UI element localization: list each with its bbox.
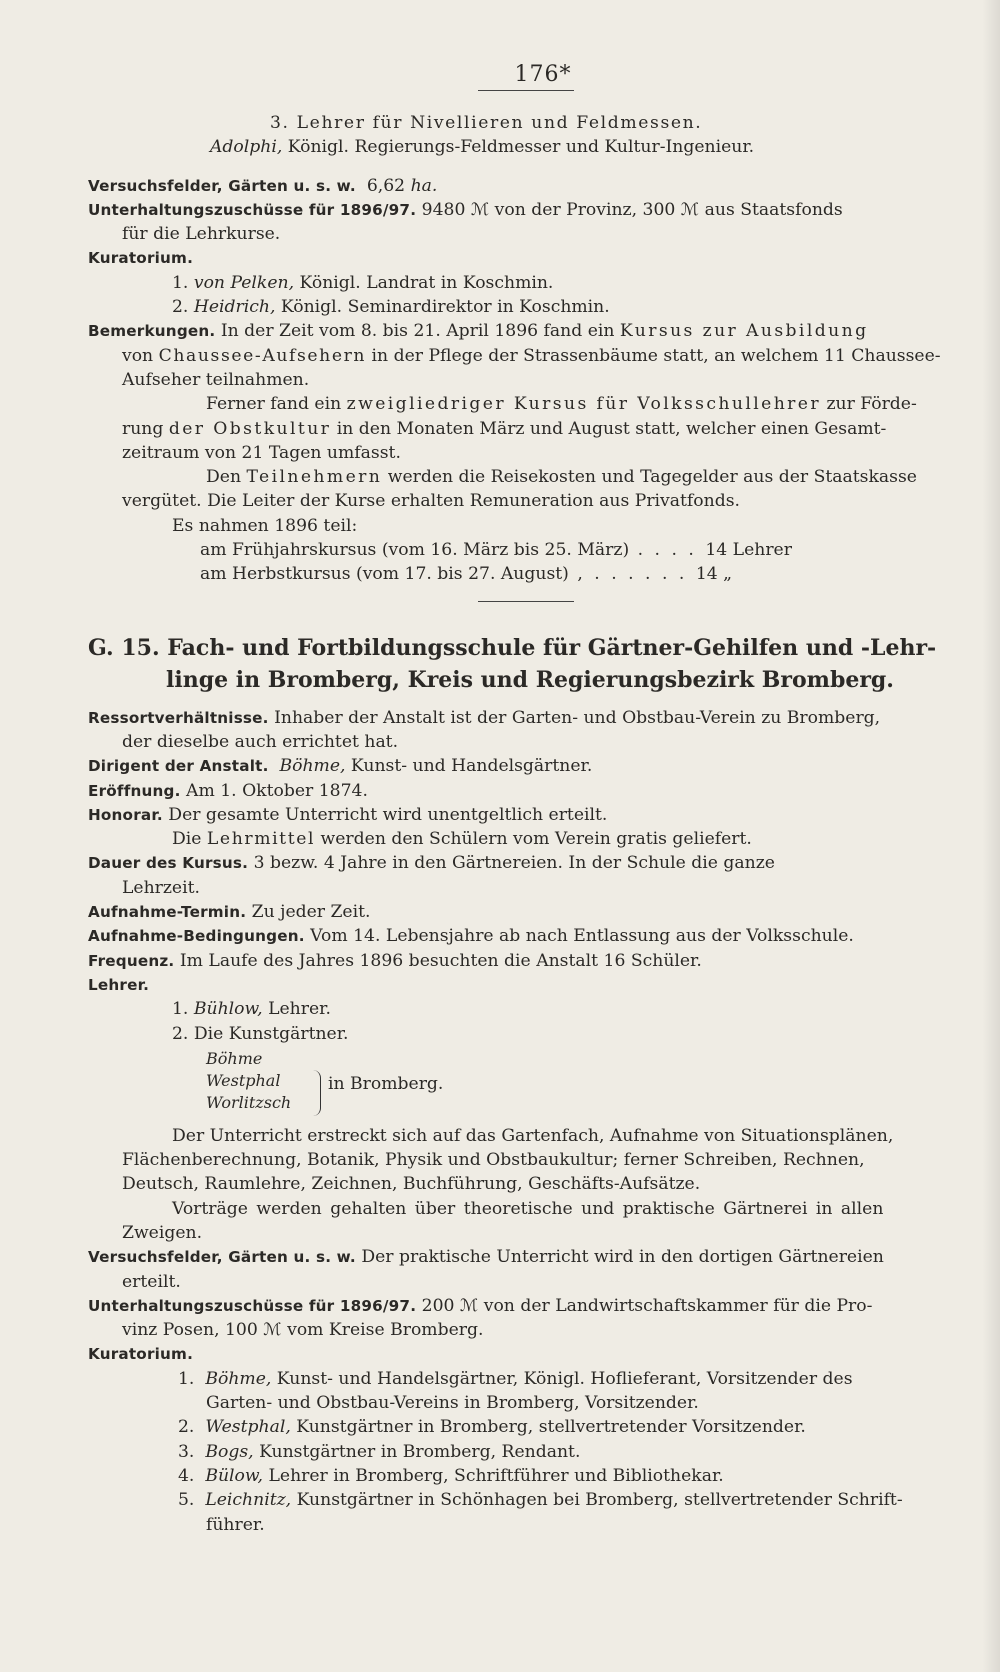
teilnehmer-line-2: vergütet. Die Leiter der Kurse erhalten Remuneration aus Privatfonds. — [122, 491, 740, 512]
versuchsfelder-paragraph: Versuchsfelder, Gärten u. s. w. Der praktische Unterricht wird in den dortigen Gärtnereien erteilt. — [88, 1247, 884, 1292]
ressort-paragraph: Ressortverhältnisse. Inhaber der Anstalt ist der Garten- und Obstbau-Verein zu Bromberg, der dieselbe auch errichtet hat. — [88, 707, 881, 752]
document-page — [88, 60, 968, 1640]
kunstgaertner-name: Worlitzsch — [206, 1092, 292, 1112]
section-rule — [478, 601, 574, 602]
section-heading-g15: G. 15. Fach- und Fortbildungsschule für Gärtner-Gehilfen und -Lehr- linge in Bromberg, Kreis und Regierungsbezirk Bromberg. — [88, 634, 937, 693]
lehrer-label: Lehrer. — [88, 975, 150, 994]
bemerkungen-paragraph: Bemerkungen. In der Zeit vom 8. bis 21. April 1896 fand ein Kursus zur Ausbildung von Chaussee-Aufsehern in der Pflege der Strassenbäume statt, an welchem 11 Chaussee- Aufseher teilnahmen. — [88, 321, 941, 390]
item3-heading: 3. Lehrer für Nivellieren und Feldmessen. — [270, 113, 703, 133]
lehrmittel-line: Die Lehrmittel werden den Schülern vom Verein gratis geliefert. — [172, 829, 752, 850]
aufnahme-termin-line: Aufnahme-Termin. Zu jeder Zeit. — [88, 902, 371, 923]
versuchsfelder-line: Versuchsfelder, Gärten u. s. w. 6,62 ha. — [88, 175, 438, 196]
item3-person: Adolphi, Königl. Regierungs-Feldmesser und Kultur-Ingenieur. — [210, 137, 755, 158]
page-number: 176* — [514, 62, 572, 87]
kuratorium-member: 1. Böhme, Kunst- und Handelsgärtner, Königl. Hoflieferant, Vorsitzender des Garten- und Obstbau-Vereins in Bromberg, Vorsitzender. — [178, 1368, 853, 1414]
kuratorium-item-2: 2. Heidrich, Königl. Seminardirektor in Koschmin. — [172, 297, 610, 318]
page-edge-shadow — [982, 0, 1000, 1672]
kuratorium-label-2: Kuratorium. — [88, 1345, 194, 1364]
fruehjahr-line: am Frühjahrskursus (vom 16. März bis 25. März) . . . . 14 Lehrer — [200, 540, 792, 561]
eroeffnung-line: Eröffnung. Am 1. Oktober 1874. — [88, 780, 368, 801]
kunstgaertner-names — [206, 1048, 291, 1114]
zuschuesse-line: Unterhaltungszuschüsse für 1896/97. 9480 ℳ von der Provinz, 300 ℳ aus Staatsfonds für die Lehrkurse. — [88, 199, 843, 245]
herbst-line: am Herbstkursus (vom 17. bis 27. August) , . . . . . . 14 „ — [200, 564, 733, 585]
zuschuesse-paragraph: Unterhaltungszuschüsse für 1896/97. 200 ℳ von der Landwirtschaftskammer für die Pro- vinz Posen, 100 ℳ vom Kreise Bromberg. — [88, 1295, 873, 1341]
kuratorium-member: 5. Leichnitz, Kunstgärtner in Schönhagen bei Bromberg, stellvertretender Schrift- führer. — [178, 1490, 903, 1535]
header-rule — [478, 90, 574, 91]
unterricht-line-1: Der Unterricht erstreckt sich auf das Gartenfach, Aufnahme von Situationsplänen, — [172, 1125, 894, 1146]
vortraege-line-1: Vorträge werden gehalten über theoretische und praktische Gärtnerei in allen — [172, 1198, 884, 1219]
brace-location: in Bromberg. — [328, 1073, 444, 1094]
ferner-paragraph: Ferner fand ein zweigliedriger Kursus für Volksschullehrer zur Förde- — [206, 394, 917, 415]
teilnehmer-paragraph: Den Teilnehmern werden die Reisekosten und Tagegelder aus der Staatskasse — [206, 467, 917, 488]
kunstgaertner-name: Westphal — [206, 1070, 281, 1090]
ferner-line-2: rung der Obstkultur in den Monaten März und August statt, welcher einen Gesamt- — [122, 418, 887, 439]
kuratorium-member: 2. Westphal, Kunstgärtner in Bromberg, stellvertretender Vorsitzender. — [178, 1417, 806, 1438]
ferner-line-3: zeitraum von 21 Tagen umfasst. — [122, 442, 401, 463]
vortraege-line-2: Zweigen. — [122, 1222, 203, 1243]
dauer-paragraph: Dauer des Kursus. 3 bezw. 4 Jahre in den Gärtnereien. In der Schule die ganze Lehrzeit. — [88, 853, 775, 898]
honorar-line: Honorar. Der gesamte Unterricht wird unentgeltlich erteilt. — [88, 804, 608, 825]
kunstgaertner-brace-group — [88, 1048, 968, 1122]
frequenz-line: Frequenz. Im Laufe des Jahres 1896 besuchten die Anstalt 16 Schüler. — [88, 950, 702, 971]
kuratorium-item-1: 1. von Pelken, Königl. Landrat in Koschmin. — [172, 272, 554, 293]
kuratorium-member: 4. Bülow, Lehrer in Bromberg, Schriftführer und Bibliothekar. — [178, 1465, 724, 1486]
unterricht-line-3: Deutsch, Raumlehre, Zeichnen, Buchführung, Geschäfts-Aufsätze. — [122, 1174, 701, 1195]
aufnahme-bedingungen-line: Aufnahme-Bedingungen. Vom 14. Lebensjahre ab nach Entlassung aus der Volksschule. — [88, 926, 854, 947]
dirigent-line: Dirigent der Anstalt. Böhme, Kunst- und Handelsgärtner. — [88, 756, 593, 777]
lehrer-item-2: 2. Die Kunstgärtner. — [172, 1023, 349, 1044]
es-nahmen-line: Es nahmen 1896 teil: — [172, 515, 358, 536]
kuratorium-member: 3. Bogs, Kunstgärtner in Bromberg, Rendant. — [178, 1441, 581, 1462]
curly-brace — [312, 1070, 321, 1116]
lehrer-item-1: 1. Bühlow, Lehrer. — [172, 999, 331, 1020]
kuratorium-label-1: Kuratorium. — [88, 249, 194, 268]
unterricht-line-2: Flächenberechnung, Botanik, Physik und Obstbaukultur; ferner Schreiben, Rechnen, — [122, 1150, 865, 1171]
kunstgaertner-name: Böhme — [206, 1048, 263, 1068]
